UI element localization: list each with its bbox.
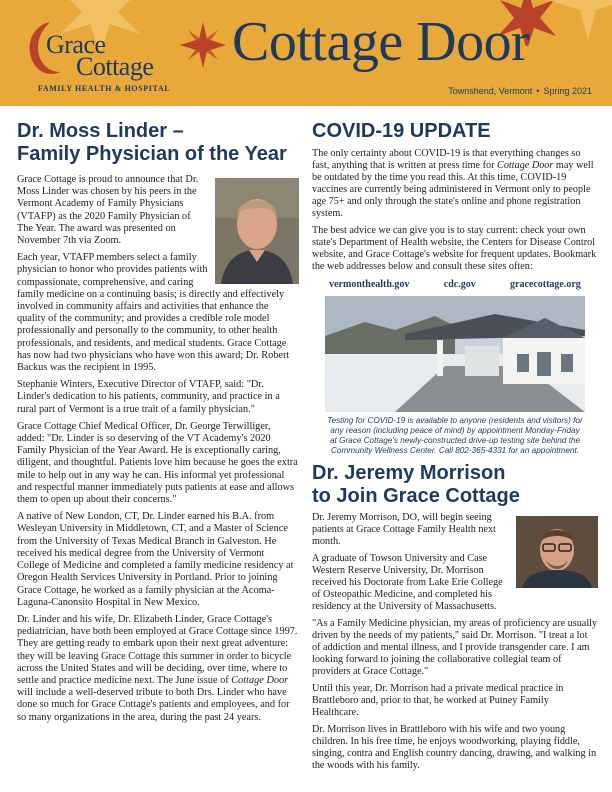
separator-dot: • [536,86,540,96]
caption-line-1: Testing for COVID-19 is available to anyone (residents and visitors) for [327,416,583,425]
logo-tagline: FAMILY HEALTH & HOSPITAL [38,84,171,93]
linder-para-5: A native of New London, CT, Dr. Linder earned his B.A. from Wesleyan University in Middletown, CT, and a Master of Science from the University of Texas Medical Branch in Galveston. He received his medical degree from the University of Vermont College of Medicine and completed a family medicine residency at Oregon Health Services University in Portland. Prior to joining Grace Cottage, he worked as a family physician at the Acoma-Laguna-Canonsito Hospital in New Mexico. [17,511,294,608]
morrison-para-4: Until this year, Dr. Morrison had a private medical practice in Brattleboro and, prior to that, he worked at Putney Family Healthcare. [312,683,564,718]
linder-para-4: Grace Cottage Chief Medical Officer, Dr. George Terwilliger, added: "Dr. Linder is so deserving of the VT Academy's 2020 Family Physician of the Year Award. He is exceptionally caring, diligent, and thoughtful. Patients love him because he goes the extra mile to help out in any way he can. His informal yet professional and respectful manner immediately puts patients at ease and allows them to open up about their concerns." [17,420,298,506]
covid-para-1 [312,148,598,220]
covid-para-1-a: The only certainty about COVID-19 is that everything changes so fast, anything that is written at press time for [312,148,581,171]
logo-wordmark-cottage: Cottage [76,52,154,81]
testing-photo-caption [312,416,598,456]
newsletter-name-italic: Cottage Door [231,674,289,686]
caption-line-4: Community Wellness Center. Call 802-365-4331 for an appointment. [330,446,580,455]
testing-site-photo [325,296,585,412]
link-gracecottage[interactable]: gracecottage.org [510,279,581,290]
caption-line-2: any reason (including peace of mind) by appointment Monday-Friday [330,426,580,435]
issue-date: Spring 2021 [543,86,592,96]
quilt-star-icon [548,0,612,40]
linder-para-3: Stephanie Winters, Executive Director of VTAFP, said: "Dr. Linder's dedication to his patients, community, and practice in a rural part of Vermont is a true trait of a family physician." [17,379,280,415]
newsletter-title: Cottage Door [232,11,530,73]
morrison-heading-line2: to Join Grace Cottage [312,485,520,507]
grace-cottage-logo [20,14,210,94]
covid-heading: COVID-19 UPDATE [312,120,491,142]
dr-linder-photo [215,178,299,284]
logo-wordmark-grace: Grace [46,30,106,59]
covid-para-2: The best advice we can give you is to stay current: check your own state's Department of Health website, the Centers for Disease Control website, and Grace Cottage's website for frequent updates. Bookmark the web addresses below and consult these sites often: [312,225,597,272]
issue-info [448,86,592,96]
caption-line-3: at Grace Cottage's newly-constructed drive-up testing site behind the [329,436,581,445]
morrison-para-1: Dr. Jeremy Morrison, DO, will begin seeing patients at Grace Cottage Family Health next month. [312,512,496,547]
linder-para-6 [17,614,299,724]
newsletter-name-italic: Cottage Door [497,160,554,171]
linder-para-6-a: Dr. Linder and his wife, Dr. Elizabeth Linder, Grace Cottage's pediatrician, have both been employed at Grace Cottage since 1997. They are getting ready to embark upon their next great adventure: they will be leaving Grace Cottage this summer in order to bicycle across the United States and will be deciding, over time, where to settle and practice medicine next. The June issue of [17,613,298,686]
linder-para-1: Grace Cottage is proud to announce that Dr. Moss Linder was chosen by his peers in the Vermont Academy of Family Physicians (VTAFP) as the 2020 Family Physician of The Year. The award was presented on November 7th via Zoom. [17,174,199,247]
morrison-para-5: Dr. Morrison lives in Brattleboro with his wife and two young children. In his free time, he enjoys woodworking, playing fiddle, singing, contra and English country dancing, drawing, and walking in the woods with his family. [312,724,597,771]
dr-morrison-photo [516,516,598,588]
linder-article [17,110,299,729]
masthead [0,0,612,106]
linder-heading [17,120,299,166]
morrison-heading-line1: Dr. Jeremy Morrison [312,462,506,484]
covid-para-1-b: may well be outdated by the time you read this. At this time, COVID-19 vaccines are currently being administered in Vermont only to people age 75+ and only through the state's online and phone registration system. [312,160,594,219]
right-column [312,110,598,777]
morrison-para-3: "As a Family Medicine physician, my areas of proficiency are usually driven by the needs of my patients," said Dr. Morrison. "I treat a lot of addiction and mental illness, and I provide transgender care. I am looking forward to joining the collaborative collegial team of providers at Grace Cottage." [312,618,598,677]
linder-para-2: Each year, VTAFP members select a family physician to honor who provides patients with compassionate, comprehensive, and caring family medicine on a continuing basis; is directly and effectively involved in community affairs and activities that enhance the quality of the community; and provides a credible role model professionally and personally to the community, to other health professionals, and residents, and medical students. Grace Cottage has now had two physicians who have won this award; Dr. Robert Backus was the recipient in 1995. [17,252,290,374]
linder-para-6-b: will include a well-deserved tribute to both Drs. Linder who have done so much for Grace Cottage's patients and employees, and for so many organizations in the area, during the past 24 years. [17,687,290,723]
linder-heading-line1: Dr. Moss Linder – [17,120,184,142]
website-links [312,279,598,290]
link-vermonthealth[interactable]: vermonthealth.gov [329,279,410,290]
link-cdc[interactable]: cdc.gov [443,279,476,290]
linder-heading-line2: Family Physician of the Year [17,143,287,165]
morrison-para-2: A graduate of Towson University and Case Western Reserve University, Dr. Morrison received his Doctorate from Lake Erie College of Osteopathic Medicine, and completed his residency at the University of Massachusetts. [312,553,503,612]
morrison-heading [312,462,598,508]
location-text: Townshend, Vermont [448,86,533,96]
